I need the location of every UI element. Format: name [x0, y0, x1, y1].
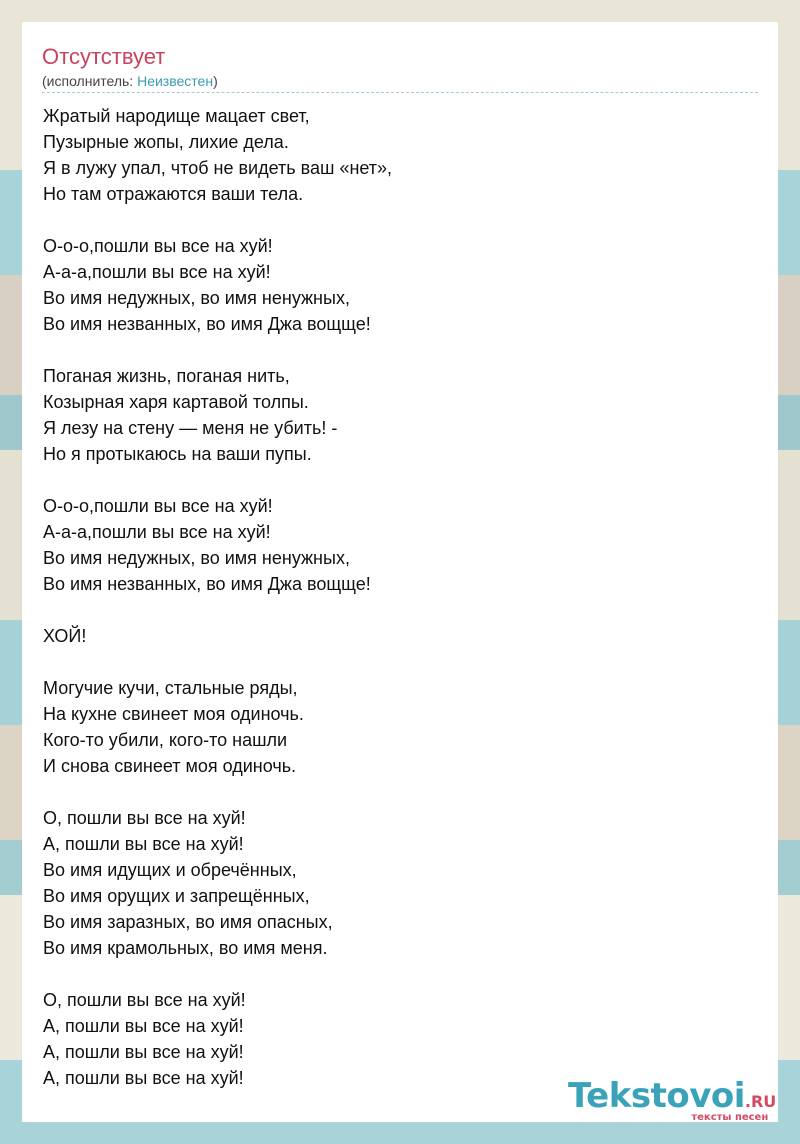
lyrics-line: Пузырные жопы, лихие дела. [43, 132, 289, 152]
lyrics-card [22, 22, 778, 1122]
lyrics-line: О, пошли вы все на хуй! [43, 990, 246, 1010]
lyrics-line: Во имя незванных, во имя Джа вощще! [43, 574, 371, 594]
lyrics-line: А, пошли вы все на хуй! [43, 1016, 244, 1036]
lyrics-stanza [43, 493, 743, 597]
lyrics-line: Во имя недужных, во имя ненужных, [43, 548, 350, 568]
lyrics-stanza [43, 233, 743, 337]
lyrics-line: Во имя орущих и запрещённых, [43, 886, 310, 906]
performer-prefix: (исполнитель: [42, 73, 138, 89]
lyrics-stanza [43, 623, 743, 649]
performer-suffix: ) [213, 73, 218, 89]
song-title: Отсутствует [42, 44, 166, 69]
lyrics-line: Козырная харя картавой толпы. [43, 392, 309, 412]
lyrics-line: Во имя заразных, во имя опасных, [43, 912, 333, 932]
lyrics-line: И снова свинеет моя одиночь. [43, 756, 297, 776]
lyrics-line: Во имя крамольных, во имя меня. [43, 938, 328, 958]
lyrics-line: А, пошли вы все на хуй! [43, 834, 244, 854]
performer-line [42, 73, 218, 89]
lyrics-line: Я в лужу упал, чтоб не видеть ваш «нет», [43, 158, 393, 178]
lyrics-line: На кухне свинеет моя одиночь. [43, 704, 304, 724]
lyrics-line: О-о-о,пошли вы все на хуй! [43, 236, 273, 256]
lyrics-line: Поганая жизнь, поганая нить, [43, 366, 290, 386]
logo-name: Tekstovoi [568, 1076, 745, 1116]
lyrics-stanza [43, 805, 743, 961]
lyrics-line: Во имя незванных, во имя Джа вощще! [43, 314, 371, 334]
lyrics-line: Могучие кучи, стальные ряды, [43, 678, 298, 698]
lyrics-line: А, пошли вы все на хуй! [43, 1042, 244, 1062]
lyrics-text [43, 103, 743, 1117]
lyrics-line: Но там отражаются ваши тела. [43, 184, 304, 204]
logo-tld: .RU [744, 1092, 777, 1111]
lyrics-line: А, пошли вы все на хуй! [43, 1068, 244, 1088]
lyrics-line: ХОЙ! [43, 626, 87, 646]
title-divider [42, 92, 758, 93]
lyrics-stanza [43, 363, 743, 467]
lyrics-line: Во имя идущих и обречённых, [43, 860, 297, 880]
lyrics-line: А-а-а,пошли вы все на хуй! [43, 262, 271, 282]
lyrics-line: Жратый народище мацает свет, [43, 106, 310, 126]
lyrics-line: Кого-то убили, кого-то нашли [43, 730, 288, 750]
performer-link[interactable]: Неизвестен [137, 73, 214, 89]
lyrics-line: О, пошли вы все на хуй! [43, 808, 246, 828]
logo-tagline: тексты песен [691, 1112, 769, 1123]
lyrics-line: А-а-а,пошли вы все на хуй! [43, 522, 271, 542]
lyrics-stanza [43, 103, 743, 207]
lyrics-stanza [43, 675, 743, 779]
lyrics-line: Я лезу на стену — меня не убить! - [43, 418, 338, 438]
lyrics-line: Но я протыкаюсь на ваши пупы. [43, 444, 312, 464]
lyrics-line: О-о-о,пошли вы все на хуй! [43, 496, 273, 516]
lyrics-line: Во имя недужных, во имя ненужных, [43, 288, 350, 308]
site-logo[interactable] [568, 1076, 777, 1123]
